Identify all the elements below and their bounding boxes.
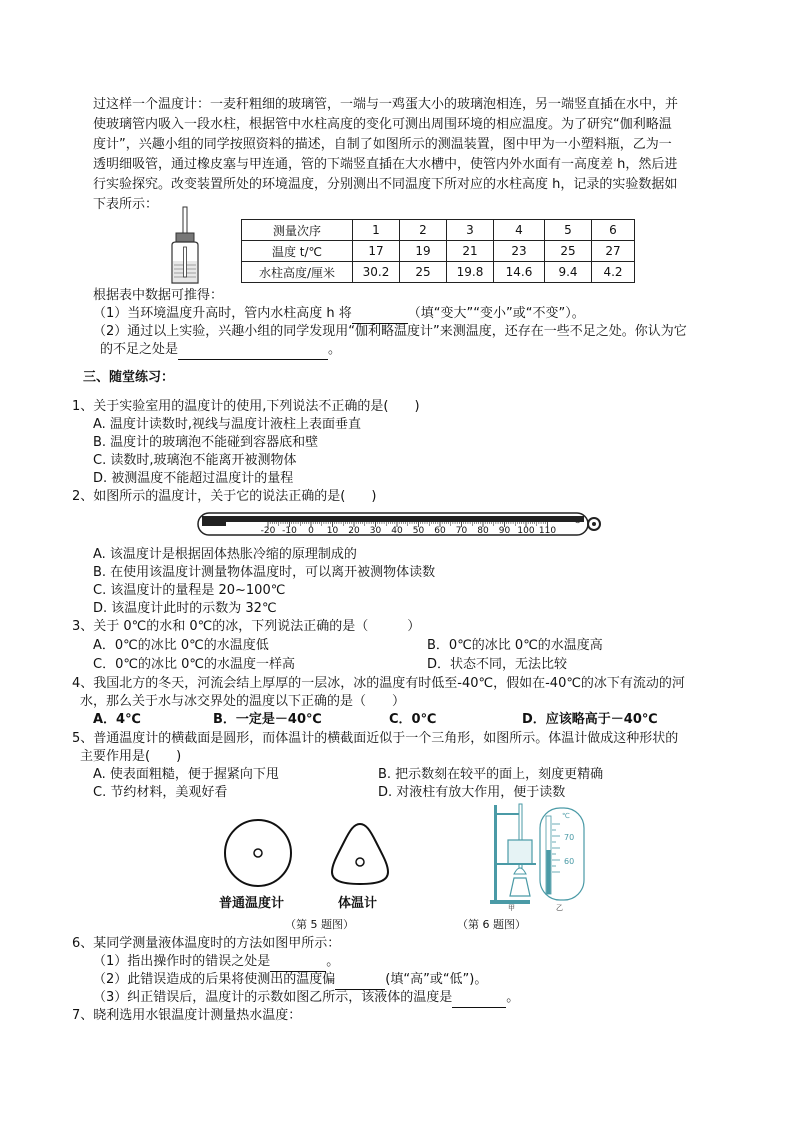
intro-line-5: 行实验探究。改变装置所处的环境温度，分别测出不同温度下所对应的水柱高度 h，记录的实验数据如 — [93, 177, 678, 192]
question-6-part-2-text: （2）此错误造成的后果将使测出的温度偏 — [93, 972, 336, 987]
table-cell: 1 — [353, 220, 400, 241]
question-3-stem: 3、关于 0℃的水和 0℃的冰，下列说法正确的是（ ） — [72, 619, 421, 634]
thermometer-unit-label: ℃ — [571, 516, 580, 525]
infer-question-2-cont — [100, 341, 341, 360]
cross-section-figure — [220, 818, 400, 898]
question-4-option-b[interactable]: B．一定是－40℃ — [213, 712, 322, 727]
question-5-option-a[interactable]: A. 使表面粗糙，便于握紧向下甩 — [93, 767, 279, 782]
figure-6-caption: （第 6 题图） — [457, 918, 526, 931]
scale-tick-label: 0 — [308, 526, 314, 536]
question-6-part-2 — [93, 971, 487, 990]
table-cell: 4 — [494, 220, 545, 241]
temperature-height-table — [241, 219, 635, 283]
answer-blank[interactable] — [178, 341, 328, 360]
scale-tick-label: 90 — [498, 526, 511, 536]
scale-tick-label: 20 — [348, 526, 360, 536]
infer-q1-hint: （填“变大”“变小”或“不变”）。 — [407, 306, 585, 321]
question-6-part-1-end: 。 — [326, 954, 340, 969]
table-cell: 23 — [494, 241, 545, 262]
table-cell: 21 — [447, 241, 494, 262]
question-1-stem: 1、关于实验室用的温度计的使用,下列说法不正确的是( ) — [72, 399, 420, 414]
scale-tick-label: -10 — [282, 526, 297, 536]
infer-question-2: （2）通过以上实验，兴趣小组的同学发现用“伽利略温度计”来测温度，还存在一些不足之处。你认为它 — [93, 324, 687, 339]
table-cell: 水柱高度/厘米 — [242, 262, 353, 283]
question-2-option-c[interactable]: C. 该温度计的量程是 20~100℃ — [93, 583, 286, 598]
scale-70-label: 70 — [564, 833, 575, 842]
question-1-option-d[interactable]: D. 被测温度不能超过温度计的量程 — [93, 471, 294, 486]
table-cell: 17 — [353, 241, 400, 262]
question-1-option-c[interactable]: C. 读数时,玻璃泡不能离开被测物体 — [93, 453, 297, 468]
question-5-stem-1: 5、普通温度计的横截面是圆形，而体温计的横截面近似于一个三角形，如图所示。体温计做成这种形状的 — [72, 731, 679, 746]
answer-blank[interactable] — [335, 971, 385, 990]
bottle-apparatus-figure — [160, 205, 210, 287]
table-cell: 测量次序 — [242, 220, 353, 241]
table-cell: 5 — [545, 220, 592, 241]
table-cell: 25 — [400, 262, 447, 283]
scale-unit-label: ℃ — [562, 812, 570, 820]
question-4-stem-2: 水，那么关于水与冰交界处的温度以下正确的是（ ） — [80, 694, 406, 709]
question-4-option-d[interactable]: D．应该略高于－40℃ — [522, 712, 658, 727]
question-5-option-b[interactable]: B. 把示数刻在较平的面上，刻度更精确 — [378, 767, 604, 782]
scale-tick-label: 110 — [538, 526, 557, 536]
table-cell: 4.2 — [592, 262, 635, 283]
question-1-option-a[interactable]: A. 温度计读数时,视线与温度计液柱上表面垂直 — [93, 417, 362, 432]
table-cell: 14.6 — [494, 262, 545, 283]
scale-tick-label: 30 — [369, 526, 382, 536]
scale-tick-label: 100 — [517, 526, 535, 536]
body-thermometer-section — [332, 824, 388, 884]
infer-q2-text: 的不足之处是 — [100, 342, 179, 357]
question-3-option-d[interactable]: D．状态不同，无法比较 — [427, 657, 568, 672]
table-cell: 9.4 — [545, 262, 592, 283]
question-4-option-c[interactable]: C．0℃ — [389, 712, 437, 727]
intro-line-3: 度计”，兴趣小组的同学按照资料的描述，自制了如图所示的测温装置，图中甲为一小塑料瓶，乙为一 — [93, 137, 672, 152]
table-cell: 6 — [592, 220, 635, 241]
table-cell: 27 — [592, 241, 635, 262]
question-6-stem: 6、某同学测量液体温度时的方法如图甲所示： — [72, 936, 341, 951]
question-2-stem: 2、如图所示的温度计，关于它的说法正确的是( ) — [72, 489, 377, 504]
label-yi: 乙 — [556, 904, 563, 912]
question-3-option-c[interactable]: C．0℃的冰比 0℃的水温度一样高 — [93, 657, 295, 672]
scale-tick-label: 40 — [391, 526, 403, 536]
scale-tick-label: 10 — [326, 526, 339, 536]
figure-6-apparatus — [488, 800, 588, 912]
answer-blank[interactable] — [452, 989, 506, 1008]
intro-line-1: 过这样一个温度计：一麦秆粗细的玻璃管，一端与一鸡蛋大小的玻璃泡相连，另一端竖直插在水中，并 — [93, 97, 679, 112]
intro-line-4: 透明细吸管，通过橡皮塞与甲连通，管的下端竖直插在大水槽中，使管内外水面有一高度差 h，然后进 — [93, 157, 678, 172]
question-5-option-c[interactable]: C. 节约材料，美观好看 — [93, 785, 228, 800]
table-cell: 温度 t/℃ — [242, 241, 353, 262]
question-4-option-a[interactable]: A．4℃ — [93, 712, 141, 727]
infer-question-1 — [93, 305, 585, 324]
question-6-part-1 — [93, 953, 339, 972]
thermometer-figure — [196, 509, 606, 539]
table-cell: 30.2 — [353, 262, 400, 283]
question-6-part-3-text: （3）纠正错误后，温度计的示数如图乙所示，该液体的温度是 — [93, 990, 453, 1005]
question-4-stem-1: 4、我国北方的冬天，河流会结上厚厚的一层冰，冰的温度有时低至-40℃，假如在-40℃的冰下有流动的河 — [72, 676, 685, 691]
table-row — [242, 241, 635, 262]
table-cell: 25 — [545, 241, 592, 262]
infer-q1-text: （1）当环境温度升高时，管内水柱高度 h 将 — [93, 306, 352, 321]
scale-tick-label: 60 — [434, 526, 446, 536]
scale-tick-label: 50 — [412, 526, 425, 536]
question-5-stem-2: 主要作用是( ) — [80, 749, 182, 764]
label-normal-thermometer: 普通温度计 — [219, 896, 285, 911]
question-2-option-a[interactable]: A. 该温度计是根据固体热胀冷缩的原理制成的 — [93, 547, 357, 562]
question-3-option-b[interactable]: B．0℃的冰比 0℃的水温度高 — [427, 638, 603, 653]
figure-5-caption: （第 5 题图） — [285, 918, 354, 931]
scale-tick-label: -20 — [260, 526, 276, 536]
table-row — [242, 262, 635, 283]
question-3-option-a[interactable]: A．0℃的冰比 0℃的水温度低 — [93, 638, 269, 653]
table-cell: 19 — [400, 241, 447, 262]
question-6-part-2-hint: (填“高”或“低”)。 — [385, 972, 488, 987]
scale-tick-label: 70 — [455, 526, 468, 536]
intro-line-6: 下表所示： — [93, 197, 159, 212]
question-6-part-3-end: 。 — [506, 990, 520, 1005]
section-title: 三、随堂练习： — [83, 370, 175, 385]
question-7-stem: 7、晓利选用水银温度计测量热水温度： — [72, 1008, 302, 1023]
question-5-option-d[interactable]: D. 对液柱有放大作用，便于读数 — [378, 785, 566, 800]
label-body-thermometer: 体温计 — [338, 896, 378, 911]
question-2-option-d[interactable]: D. 该温度计此时的示数为 32℃ — [93, 601, 277, 616]
answer-blank[interactable] — [270, 953, 326, 972]
question-6-part-1-text: （1）指出操作时的错误之处是 — [93, 954, 271, 969]
question-2-option-b[interactable]: B. 在使用该温度计测量物体温度时，可以离开被测物体读数 — [93, 565, 436, 580]
question-6-part-3 — [93, 989, 519, 1008]
label-jia: 甲 — [508, 904, 515, 912]
scale-60-label: 60 — [564, 857, 575, 866]
intro-line-2: 使玻璃管内吸入一段水柱，根据管中水柱高度的变化可测出周围环境的相应温度。为了研究“伽利略温 — [93, 117, 672, 132]
table-cell: 2 — [400, 220, 447, 241]
table-row — [242, 220, 635, 241]
question-1-option-b[interactable]: B. 温度计的玻璃泡不能碰到容器底和壁 — [93, 435, 319, 450]
table-cell: 19.8 — [447, 262, 494, 283]
table-cell: 3 — [447, 220, 494, 241]
infer-q2-end: 。 — [328, 342, 342, 357]
answer-blank[interactable] — [352, 305, 408, 324]
infer-lead: 根据表中数据可推得： — [93, 288, 224, 303]
scale-tick-label: 80 — [477, 526, 489, 536]
